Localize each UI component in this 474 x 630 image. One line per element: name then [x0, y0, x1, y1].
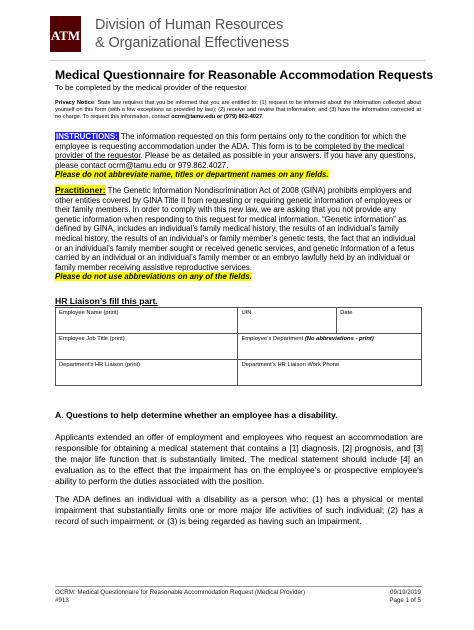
date-label: Date: [340, 310, 353, 316]
hr-liaison-table: [55, 307, 422, 386]
section-a-paragraph-1: Applicants extended an offer of employment and employees who request an accommodation are responsible for obtaining a medical statement that contains a [1] diagnosis, [2] prognosis, and [3] the major life function that is substantially limited. The medical statement should include [4] an evaluation as to the effect that the impairment has on the employee's or prospective employee's ability to perform the duties associated with the position.: [55, 432, 423, 486]
header-divider: [50, 60, 426, 61]
section-a-heading: A. Questions to help determine whether an employee has a disability.: [55, 410, 338, 420]
footer-left: [55, 589, 305, 605]
privacy-contact: ocrm@tamu.edu or (979) 862-4027: [171, 114, 263, 120]
table-row: [56, 308, 422, 334]
privacy-text: : State law requires that you be informed that you are entitled to: (1) request to be informed about the information collected about yourself on this form (with a few exceptions as provided by law); (2) receive and review that information; and (3) have the information corrected at no charge. To request this information, contact: [55, 100, 421, 120]
practitioner-block: [55, 186, 423, 282]
employee-name-label: Employee Name (print): [59, 310, 119, 316]
privacy-label: Privacy Notice: [55, 100, 94, 106]
logo-text: ATM: [50, 28, 81, 43]
instructions-block: [55, 132, 423, 180]
uin-field[interactable]: [238, 308, 337, 334]
footer-date: 09/19/2019: [390, 589, 421, 596]
instructions-text-2: . Please be as detailed as possible in your answers. If you have any questions, please contact ocrm@tamu.edu or 979.862.4027.: [55, 151, 416, 170]
hr-section-title: HR Liaison’s fill this part.: [55, 296, 158, 306]
department-field[interactable]: [238, 334, 422, 360]
date-field[interactable]: [337, 308, 422, 334]
tamu-logo-icon: [50, 16, 81, 52]
table-row: [56, 334, 422, 360]
instructions-warning: Please do not abbreviate name, titles or department names on any fields.: [55, 170, 329, 179]
employee-name-field[interactable]: [56, 308, 238, 334]
org-line-2: & Organizational Effectiveness: [95, 35, 290, 51]
hr-liaison-phone-label: Department’s HR Liaison Work Phone: [241, 362, 340, 368]
privacy-notice: [55, 100, 421, 121]
department-note: (No abbreviations - print): [304, 336, 374, 342]
instructions-text-1: The information requested on this form pertains only to the condition for which the employee is requesting accommodation under the ADA. This form is: [55, 132, 406, 151]
table-row: [56, 360, 422, 386]
practitioner-text: The Genetic Information Nondiscrimination Act of 2008 (GINA) prohibits employers and other entities covered by GINA Title II from requesting or requiring genetic information of employees or their family members. In order to comply with this new law, we are asking that you not provide any genetic information when responding to this request for medical information. “Genetic information” as defined by GINA, includes an individual’s family medical history, the results of an individual’s family medical history, the results of an individual’s or family member’s genetic tests, the fact that an individual or an individual’s family member sought or received genetic services, and genetic information of a fetus carried by an individual or an individual’s family member or an embryo lawfully held by an individual or family member receiving assistive reproductive services.: [55, 186, 416, 272]
privacy-end: .: [262, 114, 264, 120]
job-title-field[interactable]: [56, 334, 238, 360]
hr-liaison-phone-field[interactable]: [238, 360, 422, 386]
tamu-logo: [50, 16, 81, 52]
job-title-label: Employee Job Title (print): [59, 336, 125, 342]
footer-form-number: #913: [55, 597, 69, 604]
org-header: [95, 16, 289, 52]
footer-form-name: OCRM: Medical Questionnaire for Reasonable Accommodation Request (Medical Provider): [55, 589, 306, 596]
form-title: Medical Questionnaire for Reasonable Accommodation Requests: [55, 68, 434, 82]
hr-liaison-field[interactable]: [56, 360, 238, 386]
section-a-paragraph-2: The ADA defines an individual with a disability as a person who: (1) has a physical or mental impairment that substantially limits one or more major life activities of such individual; (2) has a record of such impairment; or (3) is being regarded as having such an impairment.: [55, 494, 423, 526]
form-subtitle: To be completed by the medical provider of the requestor: [55, 83, 247, 92]
hr-liaison-label: Department’s HR Liaison (print): [59, 362, 141, 368]
practitioner-label: Practitioner:: [55, 185, 106, 195]
instructions-underlined: to be completed by the medical provider of the requestor: [55, 141, 404, 160]
footer-divider: [55, 586, 422, 587]
footer-page-number: Page 1 of 5: [389, 597, 421, 604]
org-line-1: Division of Human Resources: [95, 17, 284, 33]
footer-right: [389, 589, 421, 605]
instructions-label: INSTRUCTIONS:: [56, 132, 118, 141]
uin-label: UIN: [241, 310, 252, 316]
practitioner-warning: Please do not use abbreviations on any of the fields.: [55, 272, 252, 282]
department-label: Employee’s Department: [241, 336, 305, 342]
